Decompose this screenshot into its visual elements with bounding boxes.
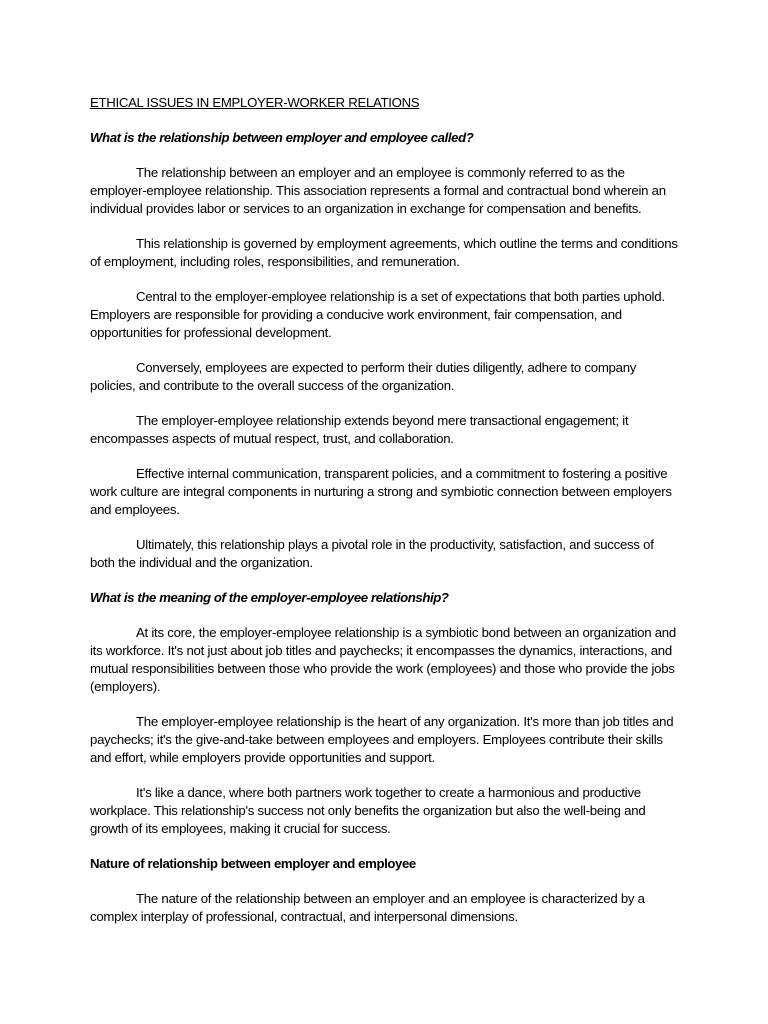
paragraph: Central to the employer-employee relationship is a set of expectations that both parties uphold. Employers are responsible for providing a conducive work environment, fair compensation, and opportunities for professional development. (90, 289, 665, 340)
paragraph: The nature of the relationship between an employer and an employee is characterized by a complex interplay of professional, contractual, and interpersonal dimensions. (90, 891, 645, 924)
paragraph: Effective internal communication, transparent policies, and a commitment to fostering a positive work culture are integral components in nurturing a strong and symbiotic connection between employers and employees. (90, 466, 672, 517)
paragraph: It's like a dance, where both partners work together to create a harmonious and productive workplace. This relationship's success not only benefits the organization but also the well-being and growth of its employees, making it crucial for success. (90, 785, 646, 836)
section-heading-relationship-called: What is the relationship between employer and employee called? (90, 130, 474, 145)
paragraph: At its core, the employer-employee relationship is a symbiotic bond between an organization and its workforce. It's not just about job titles and paychecks; it encompasses the dynamics, interactions, and mutual responsibilities between those who provide the work (employees) and those who provide the jobs (employers). (90, 625, 676, 694)
paragraph: Ultimately, this relationship plays a pivotal role in the productivity, satisfaction, and success of both the individual and the organization. (90, 537, 654, 570)
paragraph: The employer-employee relationship extends beyond mere transactional engagement; it encompasses aspects of mutual respect, trust, and collaboration. (90, 413, 629, 446)
paragraph: This relationship is governed by employment agreements, which outline the terms and conditions of employment, including roles, responsibilities, and remuneration. (90, 236, 678, 269)
paragraph: Conversely, employees are expected to perform their duties diligently, adhere to company policies, and contribute to the overall success of the organization. (90, 360, 637, 393)
paragraph: The relationship between an employer and an employee is commonly referred to as the employer-employee relationship. This association represents a formal and contractual bond wherein an individual provides labor or services to an organization in exchange for compensation and benefits. (90, 165, 666, 216)
paragraph: The employer-employee relationship is the heart of any organization. It's more than job titles and paychecks; it's the give-and-take between employees and employers. Employees contribute their skills and effort, while employers provide opportunities and support. (90, 714, 674, 765)
section-heading-relationship-meaning: What is the meaning of the employer-employee relationship? (90, 590, 449, 605)
section-heading-relationship-nature: Nature of relationship between employer and employee (90, 856, 416, 871)
document-page (90, 94, 680, 943)
document-title: ETHICAL ISSUES IN EMPLOYER-WORKER RELATIONS (90, 95, 420, 110)
